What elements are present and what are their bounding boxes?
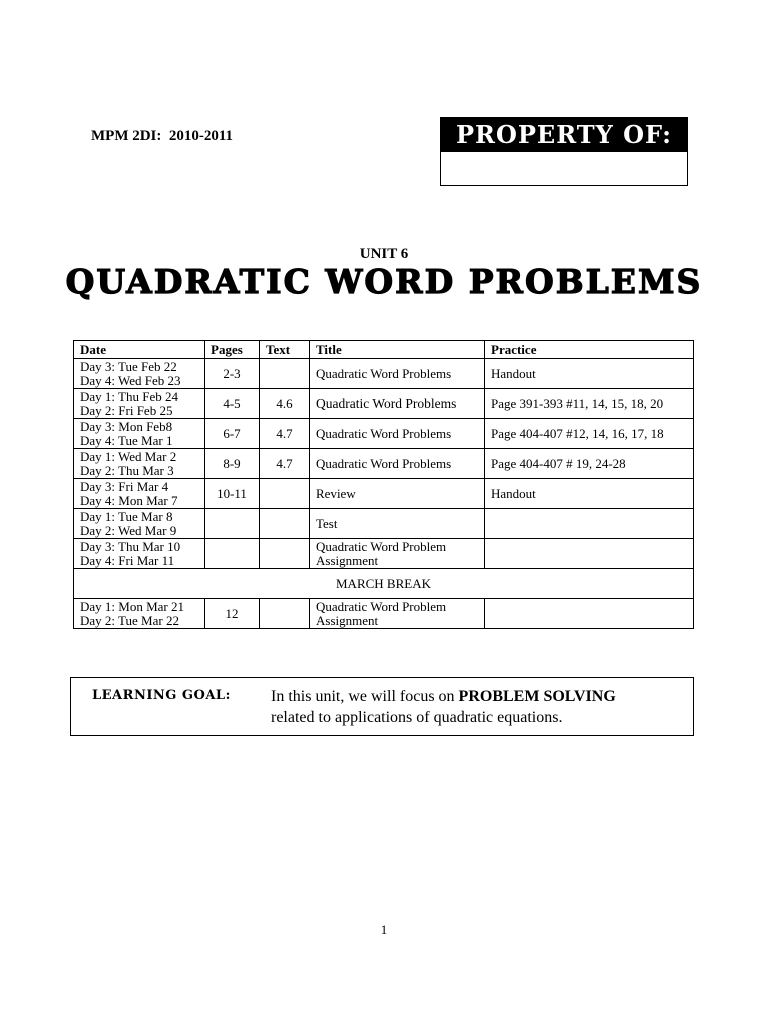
- cell-title: [310, 479, 485, 509]
- title-line: Quadratic Word Problems: [316, 365, 452, 381]
- title-line: Assignment: [316, 552, 379, 568]
- cell-title: [310, 599, 485, 629]
- column-header-date: Date: [74, 341, 205, 359]
- cell-text: 4.6: [260, 389, 310, 419]
- date-line: Day 4: Fri Mar 11: [80, 552, 175, 568]
- date-line: Day 3: Tue Feb 22: [80, 358, 177, 374]
- cell-pages: 6-7: [205, 419, 260, 449]
- cell-title: [310, 359, 485, 389]
- cell-title: [310, 389, 485, 419]
- date-line: Day 4: Wed Feb 23: [80, 372, 181, 388]
- cell-date: [74, 479, 205, 509]
- page-number: 1: [380, 922, 388, 937]
- table-row: [74, 479, 694, 509]
- cell-date: [74, 419, 205, 449]
- cell-pages: 8-9: [205, 449, 260, 479]
- cell-pages: 2-3: [205, 359, 260, 389]
- cell-title: [310, 419, 485, 449]
- cell-pages: [205, 509, 260, 539]
- cell-date: [74, 539, 205, 569]
- date-line: Day 3: Fri Mar 4: [80, 478, 169, 494]
- title-line: Assignment: [316, 612, 379, 628]
- table-row: [74, 389, 694, 419]
- date-line: Day 2: Thu Mar 3: [80, 462, 174, 478]
- goal-text-intro: In this unit, we will focus on: [271, 688, 459, 705]
- title-line: Quadratic Word Problems: [316, 455, 452, 471]
- table-row-break: [74, 569, 694, 599]
- cell-title: [310, 539, 485, 569]
- cell-pages: [205, 539, 260, 569]
- cell-text: 4.7: [260, 419, 310, 449]
- cell-text: [260, 359, 310, 389]
- date-line: Day 2: Wed Mar 9: [80, 522, 177, 538]
- title-line: Quadratic Word Problems: [316, 425, 452, 441]
- cell-date: [74, 509, 205, 539]
- date-line: Day 4: Mon Mar 7: [80, 492, 178, 508]
- table-header-row: [74, 341, 694, 359]
- table-row: [74, 359, 694, 389]
- cell-practice: Page 391-393 #11, 14, 15, 18, 20: [485, 389, 694, 419]
- goal-text-rest: related to applications of quadratic equations.: [271, 709, 563, 726]
- march-break: MARCH BREAK: [74, 569, 694, 599]
- date-line: Day 3: Thu Mar 10: [80, 538, 181, 554]
- cell-text: [260, 479, 310, 509]
- cell-text: 4.7: [260, 449, 310, 479]
- cell-practice: Page 404-407 #12, 14, 16, 17, 18: [485, 419, 694, 449]
- title-line: Quadratic Word Problems: [316, 395, 457, 411]
- cell-practice: Handout: [485, 479, 694, 509]
- cell-text: [260, 599, 310, 629]
- course-code: MPM 2DI: 2010-2011: [91, 128, 234, 144]
- title-line: Review: [316, 485, 356, 501]
- column-header-practice: Practice: [485, 341, 694, 359]
- date-line: Day 1: Mon Mar 21: [80, 598, 184, 614]
- table-row: [74, 419, 694, 449]
- page-title: QUADRATIC WORD PROBLEMS: [65, 262, 703, 301]
- cell-date: [74, 389, 205, 419]
- learning-goal-text: [271, 686, 671, 728]
- property-label: PROPERTY OF:: [441, 118, 687, 152]
- goal-text-emphasis: PROBLEM SOLVING: [458, 688, 616, 705]
- column-header-title: Title: [310, 341, 485, 359]
- date-line: Day 2: Fri Feb 25: [80, 402, 173, 418]
- cell-pages: 12: [205, 599, 260, 629]
- cell-practice: [485, 539, 694, 569]
- date-line: Day 1: Wed Mar 2: [80, 448, 177, 464]
- cell-practice: Page 404-407 # 19, 24-28: [485, 449, 694, 479]
- table-row: [74, 449, 694, 479]
- cell-practice: [485, 509, 694, 539]
- table-row: [74, 539, 694, 569]
- table-row: [74, 509, 694, 539]
- cell-pages: 4-5: [205, 389, 260, 419]
- date-line: Day 4: Tue Mar 1: [80, 432, 173, 448]
- date-line: Day 2: Tue Mar 22: [80, 612, 179, 628]
- cell-text: [260, 539, 310, 569]
- table-row: [74, 599, 694, 629]
- title-line: Quadratic Word Problem: [316, 598, 447, 614]
- property-box: [440, 117, 688, 186]
- cell-text: [260, 509, 310, 539]
- cell-practice: [485, 599, 694, 629]
- column-header-pages: Pages: [205, 341, 260, 359]
- date-line: Day 1: Thu Feb 24: [80, 388, 178, 404]
- schedule-table: [73, 340, 694, 629]
- cell-title: [310, 449, 485, 479]
- title-line: Test: [316, 515, 338, 531]
- cell-practice: Handout: [485, 359, 694, 389]
- cell-date: [74, 599, 205, 629]
- learning-goal-label: LEARNING GOAL:: [92, 688, 231, 703]
- unit-label: UNIT 6: [359, 246, 409, 262]
- column-header-text: Text: [260, 341, 310, 359]
- date-line: Day 3: Mon Feb8: [80, 418, 173, 434]
- cell-title: [310, 509, 485, 539]
- date-line: Day 1: Tue Mar 8: [80, 508, 173, 524]
- learning-goal-box: [70, 677, 694, 736]
- cell-date: [74, 359, 205, 389]
- cell-date: [74, 449, 205, 479]
- title-line: Quadratic Word Problem: [316, 538, 447, 554]
- property-value: [441, 152, 687, 185]
- cell-pages: 10-11: [205, 479, 260, 509]
